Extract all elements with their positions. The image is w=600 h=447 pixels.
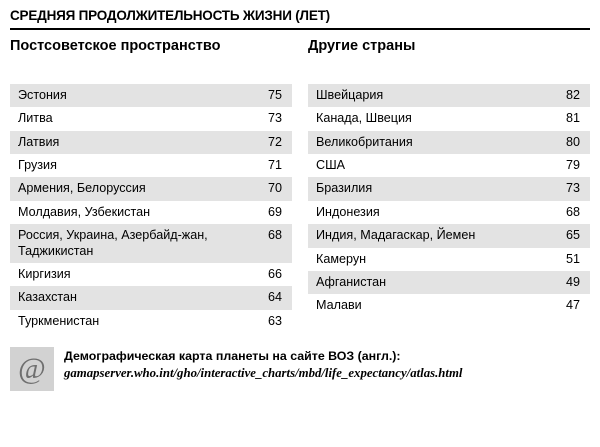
table-row bbox=[308, 294, 590, 317]
country-value: 81 bbox=[565, 111, 580, 126]
table-row bbox=[10, 286, 292, 309]
table-row bbox=[10, 154, 292, 177]
table-row bbox=[308, 177, 590, 200]
country-value: 73 bbox=[267, 111, 282, 126]
country-value: 72 bbox=[222, 131, 292, 154]
country-label: Малави bbox=[316, 298, 362, 313]
footer-caption: Демографическая карта планеты на сайте ВОЗ (англ.): bbox=[64, 348, 401, 363]
table-row bbox=[308, 131, 590, 154]
country-label: Великобритания bbox=[308, 131, 520, 154]
country-value: 73 bbox=[520, 177, 590, 200]
country-value: 80 bbox=[520, 131, 590, 154]
country-value: 70 bbox=[222, 177, 292, 200]
column-other-countries bbox=[308, 38, 590, 333]
country-label: Грузия bbox=[18, 158, 57, 173]
table-row bbox=[308, 271, 590, 294]
table-row bbox=[10, 177, 292, 200]
table-row bbox=[10, 310, 292, 333]
table-row bbox=[308, 248, 590, 271]
country-label: Индонезия bbox=[316, 204, 380, 219]
country-label: Латвия bbox=[10, 131, 222, 154]
country-label: Эстония bbox=[10, 84, 222, 107]
country-label: Киргизия bbox=[18, 266, 71, 281]
column-heading: Постсоветское пространство bbox=[10, 38, 221, 54]
country-value: 69 bbox=[267, 204, 282, 219]
country-label: Камерун bbox=[316, 251, 367, 266]
page-title: СРЕДНЯЯ ПРОДОЛЖИТЕЛЬНОСТЬ ЖИЗНИ (ЛЕТ) bbox=[10, 8, 330, 23]
column-post-soviet bbox=[10, 38, 292, 333]
country-label: Канада, Швеция bbox=[316, 111, 412, 126]
footer-text-block bbox=[64, 347, 462, 383]
table-row bbox=[308, 84, 590, 107]
country-label: Казахстан bbox=[10, 286, 222, 309]
country-label: США bbox=[316, 158, 346, 173]
country-label: Молдавия, Узбекистан bbox=[18, 204, 151, 219]
country-value: 63 bbox=[267, 313, 282, 328]
table-row bbox=[10, 131, 292, 154]
country-value: 68 bbox=[222, 224, 292, 263]
table-row bbox=[10, 107, 292, 130]
at-sign-icon: @ bbox=[10, 347, 54, 391]
table-row bbox=[308, 154, 590, 177]
country-label: Швейцария bbox=[308, 84, 520, 107]
table-row bbox=[308, 201, 590, 224]
table-row bbox=[10, 263, 292, 286]
life-expectancy-table-other bbox=[308, 84, 590, 318]
table-row bbox=[10, 201, 292, 224]
table-row bbox=[308, 107, 590, 130]
country-value: 49 bbox=[520, 271, 590, 294]
table-row bbox=[10, 84, 292, 107]
country-label: Россия, Украина, Азербайд-жан, Таджикистан bbox=[10, 224, 222, 263]
country-value: 47 bbox=[565, 298, 580, 313]
table-row bbox=[10, 224, 292, 263]
country-label: Армения, Белоруссия bbox=[10, 177, 222, 200]
country-value: 68 bbox=[565, 204, 580, 219]
country-value: 79 bbox=[565, 158, 580, 173]
source-footer bbox=[10, 347, 590, 391]
country-label: Афганистан bbox=[308, 271, 520, 294]
life-expectancy-table-post-soviet bbox=[10, 84, 292, 333]
country-value: 65 bbox=[520, 224, 590, 247]
country-label: Туркменистан bbox=[18, 313, 100, 328]
column-heading: Другие страны bbox=[308, 38, 416, 54]
title-divider bbox=[10, 28, 590, 30]
country-label: Литва bbox=[18, 111, 53, 126]
country-value: 64 bbox=[222, 286, 292, 309]
columns-container bbox=[10, 38, 590, 333]
country-label: Индия, Мадагаскар, Йемен bbox=[308, 224, 520, 247]
country-value: 82 bbox=[520, 84, 590, 107]
table-row bbox=[308, 224, 590, 247]
footer-url[interactable]: gamapserver.who.int/gho/interactive_charts/mbd/life_expectancy/atlas.html bbox=[64, 366, 463, 381]
country-value: 75 bbox=[222, 84, 292, 107]
country-value: 71 bbox=[267, 158, 282, 173]
country-label: Бразилия bbox=[308, 177, 520, 200]
country-value: 51 bbox=[565, 251, 580, 266]
country-value: 66 bbox=[267, 266, 282, 281]
